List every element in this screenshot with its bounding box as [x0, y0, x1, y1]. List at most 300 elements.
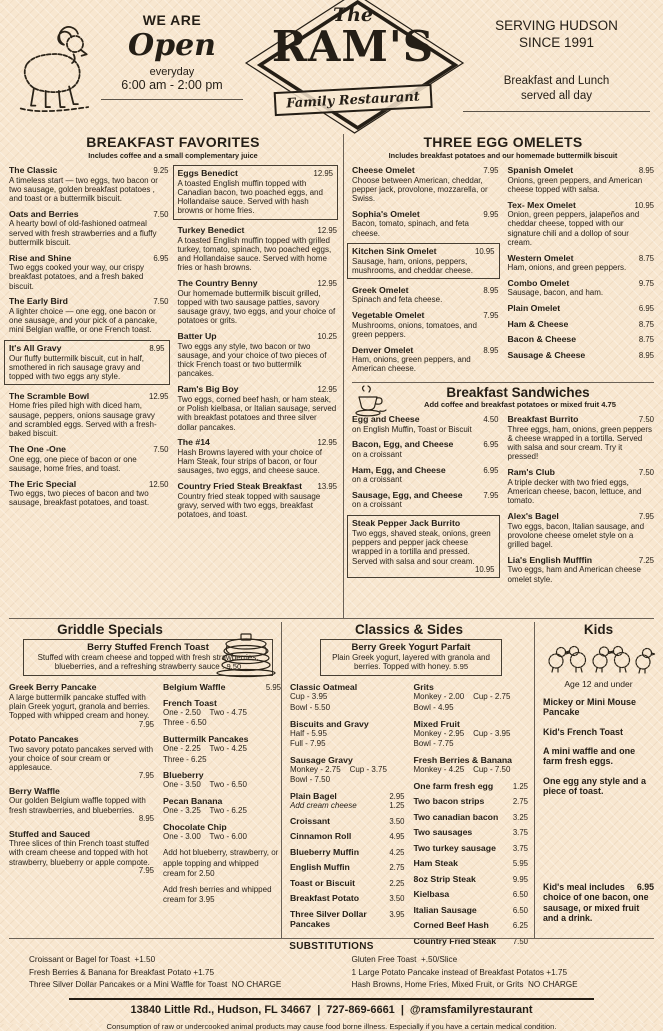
menu-item	[9, 444, 169, 473]
text-line: 1 Large Potato Pancake instead of Breakfast Potatos +1.75	[351, 967, 568, 977]
item-price: 3.95	[389, 909, 405, 919]
text-line: Hash Browns, Home Fries, Mixed Fruit, or Grits NO CHARGE	[351, 980, 578, 990]
logo-name: RAM'S	[271, 22, 435, 71]
menu-item	[414, 843, 529, 853]
item-name: Eggs Benedict	[177, 168, 238, 178]
item-name: Blueberry Muffin	[290, 846, 360, 857]
feature-price: 9.50	[226, 662, 242, 672]
menu-item	[543, 697, 654, 718]
substitutions-left	[9, 954, 332, 992]
item-name: Greek Berry Pancake	[9, 682, 97, 693]
item-desc: Ham, onions, green peppers, and American cheese.	[352, 355, 471, 374]
item-price: 3.25	[512, 812, 528, 822]
item-price: 3.75	[512, 843, 528, 853]
item-desc: Home fries piled high with diced ham, sausage, peppers, onions sausage gravy and scrambled eggs. Served with a fresh-baked biscuit.	[9, 401, 157, 439]
item-row: Half - 5.95	[290, 728, 327, 738]
item-head	[508, 319, 655, 329]
sandwiches-subtitle: Add coffee and breakfast potatoes or mixed fruit 4.75	[424, 400, 616, 410]
item-head	[9, 829, 154, 839]
item-head	[9, 682, 154, 692]
text-line: Gluten Free Toast +.50/Slice	[351, 955, 458, 964]
item-name: Rise and Shine	[9, 252, 72, 263]
item-price: 8.75	[638, 319, 654, 329]
item-price: 8.75	[638, 335, 654, 345]
item-name: Ram's Club	[507, 467, 555, 478]
header-right	[459, 4, 654, 132]
item-name: 8oz Strip Steak	[413, 873, 476, 884]
kids-title: Kids	[583, 622, 614, 637]
menu-item	[508, 278, 655, 298]
item-name: A mini waffle and one farm fresh eggs.	[543, 746, 636, 767]
item-name: Two sausages	[413, 827, 473, 838]
menu-item	[414, 719, 529, 750]
item-price: 12.95	[317, 279, 337, 289]
item-desc: Mushrooms, onions, tomatoes, and green peppers.	[352, 320, 477, 339]
item-price: 13.95	[317, 482, 337, 492]
griddle-title: Griddle Specials	[57, 622, 163, 637]
hours-text: 6:00 am - 2:00 pm	[121, 77, 223, 92]
menu-item	[414, 920, 529, 930]
menu-item	[178, 278, 338, 326]
item-name: Fresh Berries & Banana	[413, 754, 512, 765]
menu-item	[163, 682, 281, 692]
menu-item	[414, 858, 529, 868]
item-price: 4.50	[483, 415, 499, 425]
item-desc: Two eggs any style, two bacon or two sausage, and your choice of two pieces of thick French toast or two buttermilk pancakes.	[177, 341, 327, 379]
item-name: Spanish Omelet	[507, 165, 574, 175]
item-head	[352, 439, 499, 449]
item-price: 3.50	[389, 816, 405, 826]
item-head	[9, 343, 165, 353]
item-price: 7.50	[153, 445, 169, 455]
section-griddle-specials	[9, 622, 281, 938]
menu-item	[414, 874, 529, 884]
item-name: Breakfast Burrito	[507, 414, 579, 425]
item-name: Steak Pepper Jack Burrito	[352, 518, 461, 529]
item-desc: on a croissant	[352, 500, 402, 510]
item-row: Cup - 3.95	[290, 692, 328, 702]
item-price: 7.50	[638, 468, 654, 478]
griddle-col1	[9, 682, 154, 911]
item-price: 6.25	[512, 921, 528, 931]
item-desc: Two eggs, corned beef hash, or ham steak, or Polish kielbasa, or Italian sausage, served with breakfast potatoes and three silver dollar pancakes.	[177, 394, 337, 432]
menu-item	[543, 727, 654, 737]
item-price: 1.25	[512, 781, 528, 791]
substitutions-title: SUBSTITUTIONS	[289, 941, 374, 952]
menu-item	[290, 847, 405, 857]
item-row: One - 3.00 Two - 6.00	[163, 832, 247, 842]
item-name: The #14	[177, 437, 210, 448]
item-name: Cheese Omelet	[352, 165, 415, 175]
item-name: Potato Pancakes	[9, 734, 79, 745]
menu-item	[352, 439, 499, 459]
substitutions-right	[332, 954, 655, 992]
item-sub	[290, 801, 405, 810]
menu-item	[414, 812, 529, 822]
feature-name: Berry Stuffed French Toast	[87, 642, 209, 653]
menu-item	[508, 165, 655, 194]
item-desc: on a croissant	[352, 475, 402, 485]
menu-item	[508, 467, 655, 505]
item-name: Pecan Banana	[163, 796, 223, 807]
menu-item	[9, 829, 154, 875]
item-head	[352, 345, 499, 355]
item-name: One egg any style and a piece of toast.	[543, 775, 647, 797]
item-head	[508, 253, 655, 263]
item-head	[9, 296, 169, 306]
item-head	[414, 682, 529, 692]
item-name: Sausage, Egg, and Cheese	[352, 489, 463, 500]
item-name: The One -One	[9, 444, 66, 455]
item-name: The Classic	[9, 165, 58, 175]
item-price: 12.95	[317, 226, 337, 236]
item-head	[178, 384, 338, 394]
item-name: The Eric Special	[9, 478, 77, 489]
menu-item	[178, 331, 338, 379]
menu-item	[178, 225, 338, 273]
item-head	[9, 165, 169, 175]
item-head	[178, 481, 338, 491]
item-head	[508, 511, 655, 521]
item-price: 10.95	[474, 247, 495, 257]
kids-items	[543, 697, 654, 805]
item-name: Country Fried Steak Breakfast	[177, 481, 303, 492]
footer-rule	[69, 998, 594, 1000]
feature-desc: Stuffed with cream cheese and topped with fresh strawberries, blueberries, and a refreshing strawberry sauce . 9.50	[37, 653, 259, 672]
item-name: Corned Beef Hash	[413, 920, 489, 931]
item-head	[414, 874, 529, 884]
item-head	[163, 796, 281, 806]
classics-col1	[290, 682, 405, 951]
item-name: Stuffed and Sauced	[9, 828, 91, 839]
item-desc: A timeless start — two eggs, two bacon or two sausage, golden breakfast potatoes , and toast or a buttermilk biscuit.	[9, 175, 158, 204]
item-desc: on a croissant	[352, 449, 402, 459]
item-name: Mickey or Mini Mouse Pancake	[543, 697, 637, 718]
menu-item	[508, 253, 655, 273]
item-head	[508, 555, 655, 565]
menu-item	[508, 511, 655, 549]
item-price: 6.50	[512, 890, 528, 900]
item-name: One farm fresh egg	[413, 780, 494, 791]
menu-item	[352, 285, 499, 305]
item-price: 8.95	[138, 814, 154, 824]
item-price: 6.95	[483, 440, 499, 450]
item-head	[414, 719, 529, 729]
item-name: Combo Omelet	[507, 277, 570, 288]
item-head	[352, 490, 499, 500]
menu-item	[163, 885, 281, 906]
served-line1: Breakfast and Lunch	[503, 74, 610, 87]
item-name: Denver Omelet	[352, 344, 414, 355]
kids-note: 6.95 Kid's meal includes choice of one bacon, one sausage, or mixed fruit and a drink.	[543, 881, 654, 924]
item-price: 6.95	[153, 253, 169, 263]
item-price: 10.25	[317, 332, 337, 342]
menu-item	[290, 755, 405, 786]
menu-item	[163, 848, 281, 879]
header-left	[9, 4, 247, 132]
item-price: 12.50	[148, 479, 169, 489]
item-name: Country Fried Steak	[413, 935, 497, 946]
text-line: Three Silver Dollar Pancakes or a Mini Waffle for Toast NO CHARGE	[29, 980, 282, 990]
item-price: 7.50	[153, 209, 169, 219]
item-price: 7.50	[512, 936, 528, 946]
menu-item	[508, 555, 655, 584]
menu-item	[163, 770, 281, 790]
item-head	[163, 734, 281, 744]
item-row: Monkey - 4.25 Cup - 7.50	[413, 764, 511, 774]
section-breakfast-favorites	[9, 134, 343, 618]
menu-item	[352, 165, 499, 203]
item-name: Grits	[413, 682, 434, 693]
footer-social: @ramsfamilyrestaurant	[409, 1004, 533, 1017]
item-head	[290, 847, 405, 857]
item-name: The Early Bird	[9, 296, 68, 307]
item-desc: Two eggs cooked your way, our crispy breakfast potatoes, and a fresh baked biscuit.	[9, 263, 145, 291]
item-head	[543, 746, 654, 767]
item-head	[9, 444, 169, 454]
item-head	[508, 350, 655, 360]
item-row: Monkey - 2.95 Cup - 3.95	[413, 728, 511, 738]
item-head	[163, 822, 281, 832]
item-head	[290, 682, 405, 692]
item-row: Three - 6.25	[163, 754, 207, 764]
menu-item	[290, 719, 405, 750]
item-name: Kid's French Toast	[543, 726, 623, 737]
item-head	[543, 697, 654, 718]
menu-item	[352, 345, 499, 374]
omelets-col2	[508, 165, 655, 379]
menu-item	[414, 682, 529, 713]
item-head	[508, 303, 655, 313]
serving-line1: SERVING HUDSON	[495, 18, 618, 33]
item-head	[414, 827, 529, 837]
item-head	[543, 776, 654, 797]
item-price: 12.95	[317, 385, 337, 395]
item-name: Plain Omelet	[507, 303, 561, 314]
item-row: One - 3.50 Two - 6.50	[163, 780, 247, 790]
item-name: Western Omelet	[507, 252, 574, 263]
item-price: 9.95	[512, 874, 528, 884]
item-price: 4.95	[389, 832, 405, 842]
item-head	[414, 905, 529, 915]
item-price: 7.95	[138, 719, 154, 729]
item-desc: Sausage, bacon, and ham.	[507, 288, 604, 298]
section-substitutions	[9, 935, 654, 992]
griddle-col2	[163, 682, 281, 911]
menu-item	[290, 893, 405, 903]
item-price: 2.25	[389, 878, 405, 888]
item-head	[178, 168, 334, 178]
item-head	[290, 862, 405, 872]
item-name: Mixed Fruit	[413, 718, 460, 729]
item-name: Kitchen Sink Omelet	[352, 246, 437, 257]
item-name: Belgium Waffle	[163, 682, 226, 693]
pancakes-icon	[213, 630, 279, 678]
item-price: 2.75	[512, 797, 528, 807]
item-name: Croissant	[290, 815, 331, 826]
classics-title: Classics & Sides	[354, 622, 464, 637]
item-head	[414, 858, 529, 868]
item-name: The Country Benny	[177, 278, 258, 289]
item-desc: A toasted English muffin topped with grilled turkey, tomato, spinach, two poached eggs, and Hollandaise sauce. Served with home fries or hash browns.	[177, 235, 332, 273]
item-name: Egg and Cheese	[352, 414, 420, 425]
top-band	[9, 134, 654, 618]
item-name: Chocolate Chip	[163, 822, 227, 833]
item-price: 6.95	[483, 465, 499, 475]
item-head	[178, 278, 338, 288]
item-price: 7.50	[153, 297, 169, 307]
item-name: The Scramble Bowl	[9, 390, 90, 401]
item-name: Ham, Egg, and Cheese	[352, 464, 446, 475]
item-head	[414, 920, 529, 930]
item-name: Two turkey sausage	[413, 842, 496, 853]
item-price: 7.95	[138, 865, 154, 875]
item-sub-name: Add cream cheese	[290, 801, 357, 811]
right-half	[343, 134, 654, 618]
item-head	[9, 209, 169, 219]
item-price: 10.95	[474, 564, 495, 574]
item-price: 12.95	[313, 169, 333, 178]
menu-item	[9, 296, 169, 334]
item-head	[290, 909, 405, 929]
omelets-title: THREE EGG OMELETS	[423, 134, 583, 150]
menu-item	[352, 465, 499, 485]
item-price: 7.95	[138, 771, 154, 781]
item-head	[290, 791, 405, 801]
item-name: Turkey Benedict	[177, 225, 245, 236]
header-left-rule	[101, 99, 243, 100]
item-name: Two canadian bacon	[413, 811, 499, 822]
item-price: 12.95	[317, 438, 337, 448]
item-name: It's All Gravy	[9, 343, 62, 354]
item-desc: Spinach and feta cheese.	[352, 295, 443, 305]
header-right-rule	[463, 111, 650, 112]
item-head	[290, 831, 405, 841]
menu-item	[290, 816, 405, 826]
item-head	[178, 331, 338, 341]
item-head	[508, 467, 655, 477]
footer	[9, 996, 654, 1031]
item-name: Toast or Biscuit	[290, 877, 356, 888]
menu-item	[178, 384, 338, 432]
menu-item	[9, 391, 169, 439]
item-price: 4.25	[389, 847, 405, 857]
item-name: Tex- Mex Omelet	[507, 199, 576, 210]
item-price: 5.95	[265, 683, 281, 693]
section-classics-sides	[281, 622, 534, 946]
open-hours-block	[97, 10, 247, 100]
item-price: 7.95	[483, 166, 499, 175]
serving-line2: SINCE 1991	[518, 34, 595, 50]
menu-item	[178, 481, 338, 519]
item-head	[290, 755, 405, 765]
item-desc: Onion, green peppers, jalapeños and cheddar cheese, topped with our signature chili and a dollop of sour cream.	[507, 210, 640, 247]
item-price: 3.50	[389, 894, 405, 904]
logo-the: The	[332, 4, 374, 26]
item-desc: Bacon, tomato, spinach, and feta cheese.	[352, 219, 469, 238]
item-desc: Hash Browns layered with your choice of Ham Steak, four strips of bacon, or four sausages, two eggs, and cheese sauce.	[177, 447, 323, 476]
item-head	[178, 225, 338, 235]
item-desc: Sausage, ham, onions, peppers, mushrooms, and cheddar cheese.	[352, 256, 473, 276]
menu-item	[163, 796, 281, 816]
menu-item	[9, 682, 154, 728]
item-head	[414, 843, 529, 853]
item-name: Three Silver Dollar Pancakes	[290, 908, 367, 929]
item-price: 8.75	[638, 253, 654, 263]
item-price: 2.95	[389, 792, 405, 802]
chicks-icon	[543, 641, 654, 673]
menu-item	[178, 437, 338, 475]
item-name: Bacon & Cheese	[507, 334, 577, 345]
menu-item	[9, 165, 169, 203]
menu-item	[9, 786, 154, 823]
item-name: Classic Oatmeal	[290, 682, 358, 693]
item-row: Three - 6.50	[163, 718, 207, 728]
item-desc: Country fried steak topped with sausage gravy, served with two eggs, breakfast potatoes, and toast.	[177, 491, 321, 520]
item-name: Sausage Gravy	[290, 754, 353, 765]
item-head	[290, 878, 405, 888]
item-head	[414, 812, 529, 822]
item-sub-price: 1.25	[389, 801, 405, 811]
item-price: 8.95	[483, 345, 499, 355]
sandwiches-title: Breakfast Sandwiches	[446, 385, 590, 401]
item-desc: Onions, green peppers, and American cheese topped with salsa.	[507, 175, 643, 194]
item-head	[163, 770, 281, 780]
item-head	[508, 414, 655, 424]
item-price: 8.95	[638, 350, 654, 360]
item-desc: Our fluffy buttermilk biscuit, cut in half, smothered in rich sausage gravy and topped with two eggs any style.	[9, 353, 145, 382]
feature-berry-greek-yogurt-parfait	[320, 639, 502, 676]
item-desc: A lighter choice — one egg, one bacon or one sausage, and your pick of a pancake, mini Belgian waffle, or one French toast.	[9, 306, 158, 335]
menu-item	[163, 734, 281, 765]
item-head	[9, 479, 169, 489]
item-head	[508, 165, 655, 175]
menu-item	[4, 340, 170, 385]
item-desc: Ham, onions, and green peppers.	[507, 263, 627, 273]
menu-item	[352, 310, 499, 339]
item-head	[9, 253, 169, 263]
item-head	[352, 310, 499, 320]
item-head	[9, 391, 169, 401]
item-head	[9, 786, 154, 796]
item-desc: Choose between American, cheddar, pepper jack, provolone, mozzarella, or Swiss.	[352, 175, 488, 204]
footer-disclaimer: Consumption of raw or undercooked animal products may cause food borne illness. Especially if you have a certain medical condition.	[106, 1022, 557, 1031]
menu-item	[290, 909, 405, 929]
item-name: Batter Up	[177, 331, 217, 342]
item-head	[543, 727, 654, 737]
menu-item	[347, 515, 500, 578]
item-head	[352, 165, 499, 175]
menu-item	[414, 827, 529, 837]
item-name: Ram's Big Boy	[177, 384, 239, 395]
item-desc: on English Muffin, Toast or Biscuit	[352, 424, 472, 434]
menu-item	[290, 791, 405, 810]
breakfast-favorites-title: BREAKFAST FAVORITES	[86, 134, 260, 150]
item-name: Vegetable Omelet	[352, 310, 425, 321]
item-price: 3.75	[512, 828, 528, 838]
item-name: Buttermilk Pancakes	[163, 734, 249, 745]
menu-item	[352, 209, 499, 238]
kids-age: Age 12 and under	[564, 679, 633, 689]
menu-item	[543, 776, 654, 797]
item-desc: Our homemade buttermilk biscuit grilled, topped with two sausage patties, savory sausage gravy, two eggs, and your choice of potatoes or grits.	[177, 288, 336, 326]
item-price: 10.95	[634, 200, 654, 210]
item-desc: Two eggs, bacon, Italian sausage, and provolone cheese omelet style on a grilled bagel.	[507, 521, 645, 550]
item-head	[414, 889, 529, 899]
kids-note-price: 6.95	[636, 881, 654, 892]
logo-subtitle: Family Restaurant	[285, 89, 421, 112]
item-head	[508, 278, 655, 288]
